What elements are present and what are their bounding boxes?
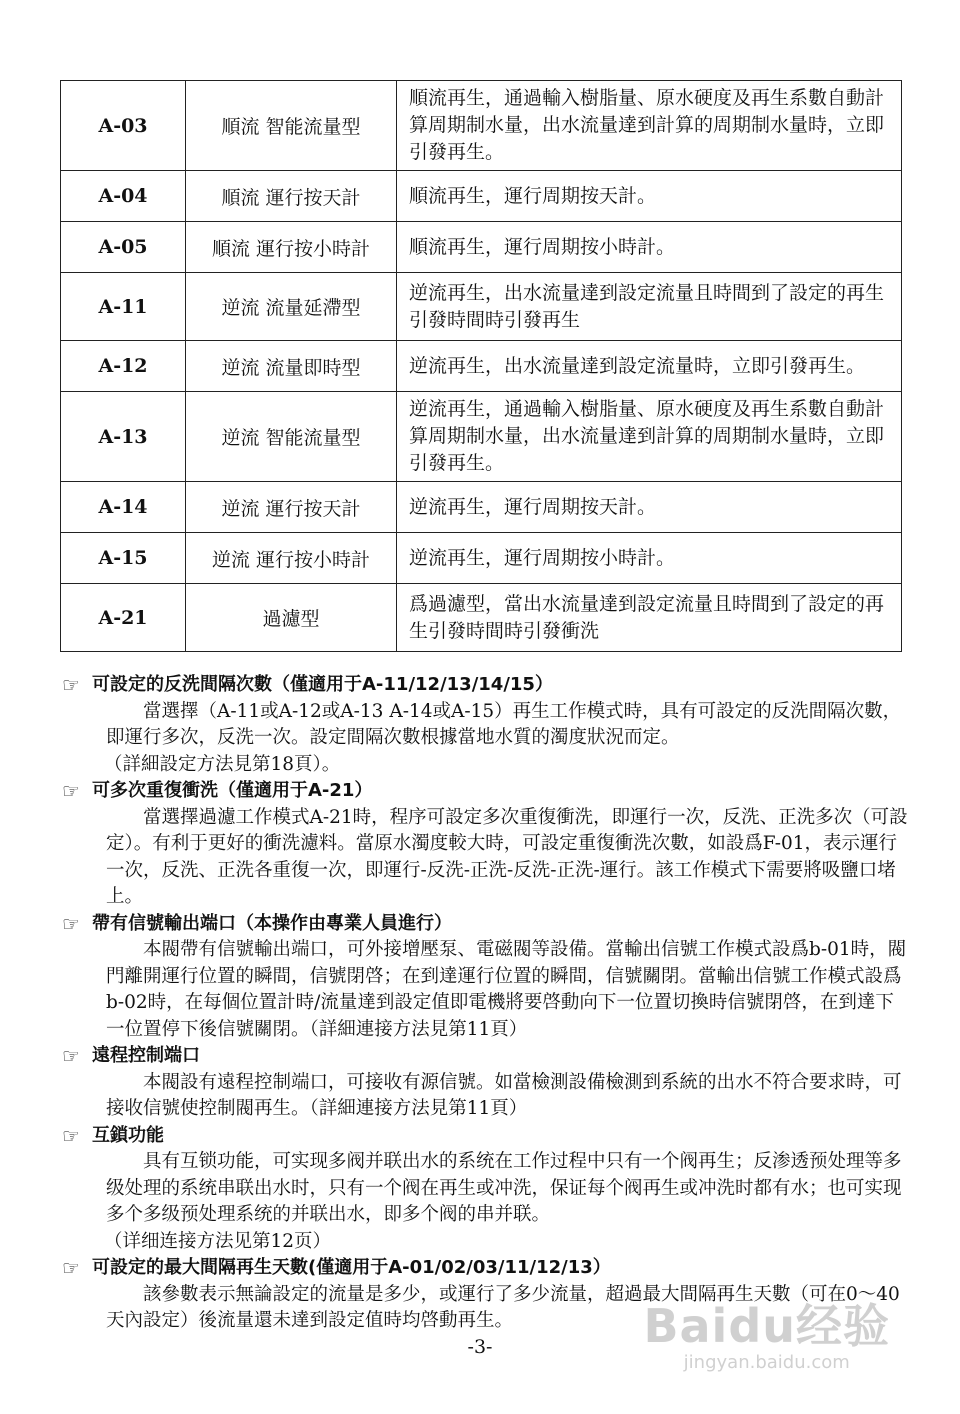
mode-code: A-03 xyxy=(61,81,186,171)
mode-code: A-15 xyxy=(61,533,186,584)
note-title: 遠程控制端口 xyxy=(92,1045,200,1066)
mode-name: 順流 智能流量型 xyxy=(186,81,397,171)
note-text: 當選擇（A-11或A-12或A-13 A-14或A-15）再生工作模式時，具有可設定的反洗間隔次數，即運行多次，反洗一次。設定間隔次數根據當地水質的濁度狀況而定。 xyxy=(106,700,902,748)
feature-notes xyxy=(62,672,910,1335)
mode-description: 爲過濾型，當出水流量達到設定流量且時間到了設定的再生引發時間時引發衝洗 xyxy=(397,584,902,652)
pointing-hand-icon: ☞ xyxy=(62,911,80,936)
table-row xyxy=(61,273,902,341)
mode-name: 逆流 流量即時型 xyxy=(186,341,397,392)
mode-name: 順流 運行按天計 xyxy=(186,171,397,222)
mode-code: A-13 xyxy=(61,392,186,482)
mode-description: 順流再生，運行周期按天計。 xyxy=(397,171,902,222)
note-section xyxy=(62,1123,910,1256)
note-section xyxy=(62,672,910,778)
page-number: -3- xyxy=(467,1336,493,1358)
mode-name: 逆流 流量延滯型 xyxy=(186,273,397,341)
mode-description: 順流再生，通過輸入樹脂量、原水硬度及再生系數自動計算周期制水量，出水流量達到計算的周期制水量時，立即引發再生。 xyxy=(397,81,902,171)
note-heading xyxy=(62,911,910,938)
mode-code: A-05 xyxy=(61,222,186,273)
note-reference: （详细连接方法见第12页） xyxy=(104,1230,332,1252)
mode-code: A-11 xyxy=(61,273,186,341)
mode-name: 逆流 智能流量型 xyxy=(186,392,397,482)
note-heading xyxy=(62,778,910,805)
note-title: 可設定的最大間隔再生天數(僅適用于A-01/02/03/11/12/13） xyxy=(92,1257,611,1278)
note-title: 可設定的反洗間隔次數（僅適用于A-11/12/13/14/15） xyxy=(92,674,553,695)
note-text: 本閥設有遠程控制端口，可接收有源信號。如當檢測設備檢測到系統的出水不符合要求時，可接收信號使控制閥再生。（詳細連接方法見第11頁） xyxy=(106,1071,902,1119)
mode-name: 逆流 運行按小時計 xyxy=(186,533,397,584)
table-row xyxy=(61,341,902,392)
baidu-watermark xyxy=(643,1290,890,1373)
table-row xyxy=(61,81,902,171)
mode-name: 順流 運行按小時計 xyxy=(186,222,397,273)
note-section xyxy=(62,911,910,1044)
note-title: 帶有信號輸出端口（本操作由專業人員進行） xyxy=(92,912,452,934)
note-heading xyxy=(62,1255,910,1282)
work-mode-table xyxy=(60,80,902,652)
note-section xyxy=(62,1043,910,1123)
note-text: 本閥帶有信號輸出端口，可外接增壓泵、電磁閥等設備。當輸出信號工作模式設爲b-01時，閥門離開運行位置的瞬間，信號閉啓；在到達運行位置的瞬間，信號關閉。當輸出信號工作模式設爲b-02時，在每個位置計時/流量達到設定值即電機將要啓動向下一位置切換時信號閉啓，在到達下一位置停下後信號關閉。（詳細連接方法見第11頁） xyxy=(106,939,907,1040)
note-text: 該參數表示無論設定的流量是多少，或運行了多少流量，超過最大間隔再生天數（可在0～40天內設定）後流量還未達到設定值時均啓動再生。 xyxy=(106,1283,900,1331)
mode-code: A-12 xyxy=(61,341,186,392)
mode-description: 逆流再生，出水流量達到設定流量且時間到了設定的再生引發時間時引發再生 xyxy=(397,273,902,341)
note-heading xyxy=(62,672,910,699)
pointing-hand-icon: ☞ xyxy=(62,673,80,697)
pointing-hand-icon: ☞ xyxy=(62,1044,80,1068)
note-heading xyxy=(62,1123,910,1150)
pointing-hand-icon: ☞ xyxy=(62,1123,80,1148)
note-reference: （詳細設定方法見第18頁）。 xyxy=(104,753,341,775)
mode-name: 逆流 運行按天計 xyxy=(186,482,397,533)
table-row xyxy=(61,584,902,652)
table-row xyxy=(61,392,902,482)
note-text: 具有互锁功能，可实现多阀并联出水的系统在工作过程中只有一个阀再生；反渗透预处理等多级处理的系统串联出水时，只有一个阀在再生或冲洗，保证每个阀再生或冲洗时都有水；也可实现多个多级预处理系统的并联出水，即多个阀的串并联。 xyxy=(106,1151,902,1225)
mode-name: 過濾型 xyxy=(186,584,397,652)
watermark-url: jingyan.baidu.com xyxy=(683,1352,850,1373)
mode-description: 逆流再生，運行周期按天計。 xyxy=(397,482,902,533)
note-title: 互鎖功能 xyxy=(92,1124,164,1146)
mode-code: A-14 xyxy=(61,482,186,533)
pointing-hand-icon: ☞ xyxy=(62,779,80,803)
watermark-logo: Baidu经验 xyxy=(643,1299,890,1353)
note-section xyxy=(62,778,910,911)
mode-code: A-04 xyxy=(61,171,186,222)
mode-description: 逆流再生，通過輸入樹脂量、原水硬度及再生系數自動計算周期制水量，出水流量達到計算的周期制水量時，立即引發再生。 xyxy=(397,392,902,482)
mode-description: 逆流再生，出水流量達到設定流量時，立即引發再生。 xyxy=(397,341,902,392)
pointing-hand-icon: ☞ xyxy=(62,1256,80,1280)
note-heading xyxy=(62,1043,910,1070)
table-row xyxy=(61,222,902,273)
table-row xyxy=(61,482,902,533)
table-row xyxy=(61,533,902,584)
note-title: 可多次重復衝洗（僅適用于A-21） xyxy=(92,780,373,801)
mode-description: 順流再生，運行周期按小時計。 xyxy=(397,222,902,273)
mode-description: 逆流再生，運行周期按小時計。 xyxy=(397,533,902,584)
note-text: 當選擇過濾工作模式A-21時，程序可設定多次重復衝洗，即運行一次，反洗、正洗多次（可設定）。有利于更好的衝洗濾料。當原水濁度較大時，可設定重復衝洗次數，如設爲F-01，表示運行一次，反洗、正洗各重復一次，即運行-反洗-正洗-反洗-正洗-運行。該工作模式下需要將吸鹽口堵上。 xyxy=(106,806,908,907)
mode-code: A-21 xyxy=(61,584,186,652)
table-row xyxy=(61,171,902,222)
